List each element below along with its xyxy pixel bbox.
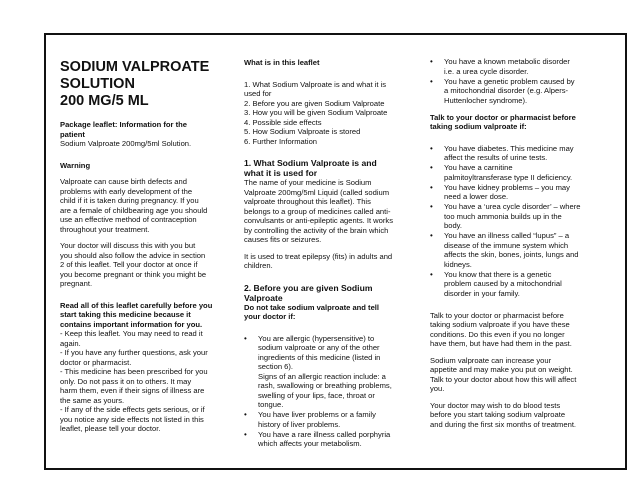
text-line: tongue. xyxy=(258,400,284,409)
contents-item: 1. What Sodium Valproate is and what it is xyxy=(244,79,387,89)
list-item xyxy=(430,57,620,76)
text-line: - If any of the side effects gets serious, or if xyxy=(60,405,205,414)
text-line: before you start taking sodium valproate xyxy=(430,410,566,419)
text-line: Do not take sodium valproate and tell xyxy=(244,302,380,312)
contents-item: 4. Possible side effects xyxy=(244,117,322,127)
text-line: you. xyxy=(430,384,445,393)
doctor-text xyxy=(60,241,236,289)
text-line: • You have an illness called “lupus” – a xyxy=(444,231,570,240)
text-line: again. xyxy=(60,338,81,348)
text-line: a mitochondrial disorder (e.g. Alpers- xyxy=(444,86,569,95)
text-line: you notice any side effects not listed in this xyxy=(60,414,204,424)
text-line: • You have a genetic problem caused by xyxy=(444,76,575,86)
text-line: affect the results of urine tests. xyxy=(444,153,548,162)
section-2-heading: Valproate xyxy=(244,292,283,303)
text-line: throughout your treatment. xyxy=(60,224,150,234)
condition-list-top xyxy=(430,57,620,105)
contents-item: 5. How Sodium Valproate is stored xyxy=(244,127,361,136)
text-line: your doctor if: xyxy=(244,312,296,321)
text-line: you become pregnant or think you might be xyxy=(60,269,207,279)
text-line: ingredients of this medicine (listed in xyxy=(258,352,381,362)
section-1-text xyxy=(244,178,424,245)
list-item xyxy=(430,144,620,163)
text-line: • You have liver problems or a family xyxy=(258,410,376,419)
column-3 xyxy=(430,35,620,429)
text-line: • You are allergic (hypersensitive) to xyxy=(258,333,375,343)
text-line: • You have a ‘urea cycle disorder’ – where xyxy=(444,202,581,211)
text-line: - Keep this leaflet. You may need to read it xyxy=(60,329,203,338)
text-line: Valproate can cause birth defects and xyxy=(60,177,187,186)
talk-text xyxy=(430,311,620,349)
list-item xyxy=(430,183,620,202)
text-line: and during the first six months of treatment. xyxy=(430,419,577,429)
leaflet-title xyxy=(60,59,236,110)
list-item xyxy=(244,410,424,429)
text-line: have them, but have had them in the past. xyxy=(430,339,572,348)
contraindication-list xyxy=(244,334,424,449)
text-line: convulsants or anti-epileptic agents. It works xyxy=(244,216,393,225)
text-line: children. xyxy=(244,261,273,270)
read-leaflet-notice xyxy=(60,301,236,434)
text-line: belongs to a group of medicines called anti- xyxy=(244,206,391,216)
text-line: Read all of this leaflet carefully before you xyxy=(60,300,213,310)
text-line: the same as yours. xyxy=(60,395,125,405)
talk-heading: taking sodium valproate if: xyxy=(430,122,527,131)
text-line: • You have a rare illness called porphyria xyxy=(258,429,391,439)
warning-text xyxy=(60,177,236,234)
blood-test-text xyxy=(430,401,620,430)
text-line: kidneys. xyxy=(444,259,472,269)
text-line: rash, swallowing or breathing problems, xyxy=(258,381,392,390)
text-line: contains important information for you. xyxy=(60,319,203,329)
text-line: 2 of this leaflet. Tell your doctor at once if xyxy=(60,260,198,269)
text-line: appetite and may make you put on weight. xyxy=(430,365,573,374)
text-line: body. xyxy=(444,221,463,230)
appetite-text xyxy=(430,356,620,394)
leaflet-frame xyxy=(44,33,627,470)
column-1 xyxy=(60,35,236,434)
contents-heading: What is in this leaflet xyxy=(244,58,320,67)
text-line: conditions. Do this even if you no longer xyxy=(430,329,565,339)
text-line: Signs of an allergic reaction include: a xyxy=(258,371,386,381)
text-line: section 6). xyxy=(258,362,294,371)
text-line: you should also follow the advice in section xyxy=(60,250,206,260)
text-line: Sodium valproate can increase your xyxy=(430,355,552,365)
text-line: Your doctor will discuss this with you but xyxy=(60,241,196,250)
text-line: doctor or pharmacist. xyxy=(60,357,132,367)
list-item xyxy=(430,163,620,182)
text-line: disorder in your family. xyxy=(444,288,520,298)
text-line: • You have kidney problems – you may xyxy=(444,182,570,192)
contents-item: used for xyxy=(244,89,272,98)
section-2-heading: 2. Before you are given Sodium xyxy=(244,282,373,293)
text-line: • You have a carnitine xyxy=(444,163,513,172)
text-line: harm them, even if their signs of illness are xyxy=(60,386,205,395)
leaflet-heading: Package leaflet: Information for the xyxy=(60,120,188,129)
text-line: history of liver problems. xyxy=(258,419,341,429)
text-line: valproate throughout this leaflet). This xyxy=(244,197,371,206)
contents-item: 6. Further Information xyxy=(244,136,318,146)
list-item xyxy=(244,430,424,449)
leaflet-heading: patient xyxy=(60,129,85,139)
text-line: Your doctor may wish to do blood tests xyxy=(430,400,561,410)
text-line: i.e. a urea cycle disorder. xyxy=(444,66,529,76)
text-line: It is used to treat epilepsy (fits) in adults and xyxy=(244,251,393,261)
title-line: 200 MG/5 ML xyxy=(60,93,149,109)
text-line: problems with early development of the xyxy=(60,186,193,196)
text-line: use an effective method of contraception xyxy=(60,215,197,224)
section-1-heading: 1. What Sodium Valproate is and xyxy=(244,158,377,168)
text-line: • You have diabetes. This medicine may xyxy=(444,143,574,153)
title-line: SODIUM VALPROATE xyxy=(60,59,210,75)
list-item xyxy=(244,334,424,410)
text-line: start taking this medicine because it xyxy=(60,310,191,319)
leaflet-subtitle: Sodium Valproate 200mg/5ml Solution. xyxy=(60,139,192,148)
list-item xyxy=(430,202,620,231)
warning-heading: Warning xyxy=(60,160,91,170)
contents-item: 2. Before you are given Sodium Valproate xyxy=(244,98,385,108)
text-line: too much ammonia builds up in the xyxy=(444,211,562,221)
text-line: leaflet, please tell your doctor. xyxy=(60,424,161,433)
text-line: Talk to your doctor about how this will affect xyxy=(430,374,577,384)
text-line: which affects your metabolism. xyxy=(258,439,362,448)
section-1-heading: what it is used for xyxy=(244,168,318,178)
text-line: - If you have any further questions, ask your xyxy=(60,348,208,357)
text-line: • You know that there is a genetic xyxy=(444,269,552,279)
column-2 xyxy=(244,35,424,449)
text-line: pregnant. xyxy=(60,279,93,288)
text-line: child if it is taken during pregnancy. If you xyxy=(60,196,199,205)
list-item xyxy=(430,77,620,106)
text-line: only. Do not pass it on to others. It may xyxy=(60,376,192,386)
condition-list xyxy=(430,144,620,299)
text-line: palmitoyltransferase type II deficiency. xyxy=(444,172,573,182)
title-line: SOLUTION xyxy=(60,76,135,92)
text-line: causes fits or seizures. xyxy=(244,235,322,244)
text-line: taking sodium valproate if you have these xyxy=(430,320,570,329)
text-line: The name of your medicine is Sodium xyxy=(244,178,372,187)
text-line: affects the skin, bones, joints, lungs and xyxy=(444,250,579,259)
text-line: Huttenlocher syndrome). xyxy=(444,95,528,105)
text-line: problem caused by a mitochondrial xyxy=(444,279,562,288)
text-line: Talk to your doctor or pharmacist before xyxy=(430,310,564,320)
text-line: - This medicine has been prescribed for you xyxy=(60,367,208,376)
text-line: sodium valproate or any of the other xyxy=(258,343,380,352)
talk-heading: Talk to your doctor or pharmacist before xyxy=(430,112,576,122)
text-line: are a female of childbearing age you should xyxy=(60,205,208,215)
text-line: swelling of your lips, face, throat or xyxy=(258,390,375,400)
text-line: Valproate 200mg/5ml Liquid (called sodium xyxy=(244,187,390,197)
list-item xyxy=(430,270,620,299)
contents-list xyxy=(244,80,424,147)
contents-item: 3. How you will be given Sodium Valproate xyxy=(244,108,388,117)
text-line: need a lower dose. xyxy=(444,192,509,201)
list-item xyxy=(430,231,620,269)
text-line: • You have a known metabolic disorder xyxy=(444,57,570,66)
text-line: disease of the immune system which xyxy=(444,240,569,250)
text-line: by controlling the activity of the brain which xyxy=(244,225,389,235)
